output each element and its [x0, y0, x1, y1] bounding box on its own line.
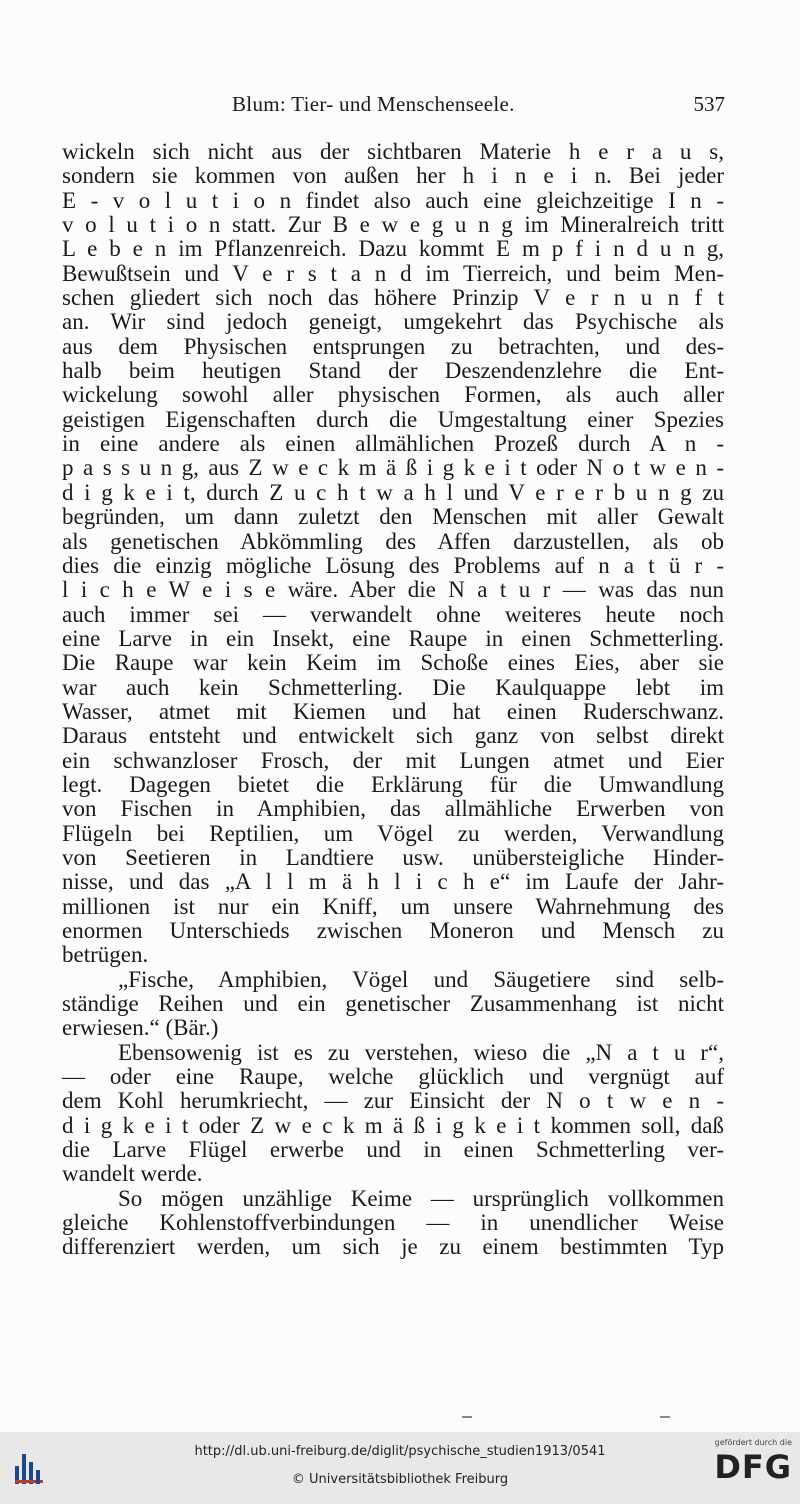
text-line: Bewußtsein und V e r s t a n d im Tierreich, und beim Men- [62, 260, 724, 286]
text-line: enormen Unterschieds zwischen Moneron und Mensch zu [62, 918, 724, 943]
text-line: So mögen unzählige Keime — ursprünglich vollkommen [118, 1185, 724, 1211]
body-text [62, 140, 724, 1260]
text-line: v o l u t i o n statt. Zur B e w e g u n g im Mineralreich tritt [62, 212, 724, 238]
text-line: wickeln sich nicht aus der sichtbaren Materie h e r a u s, [62, 139, 724, 164]
text-line: betrügen. [62, 942, 149, 968]
dfg-funded-label: gefördert durch die [714, 1438, 792, 1447]
text-line: Ebensowenig ist es zu verstehen, wieso die „N a t u r“, [118, 1039, 724, 1065]
text-line: l i c h e W e i s e wäre. Aber die N a t u r — was das nun [62, 577, 724, 603]
text-line: aus dem Physischen entsprungen zu betrachten, und des- [62, 333, 724, 359]
text-line: nisse, und das „A l l m ä h l i c h e“ im Laufe der Jahr- [62, 869, 724, 895]
scan-mark [462, 1416, 472, 1418]
dfg-logo[interactable] [708, 1438, 792, 1498]
document-url[interactable]: http://dl.ub.uni-freiburg.de/diglit/psychische_studien1913/0541 [194, 1444, 606, 1459]
text-line: differenziert werden, um sich je zu einem bestimmten Typ [62, 1234, 724, 1260]
text-line: war auch kein Schmetterling. Die Kaulquappe lebt im [62, 674, 724, 700]
copyright-notice: © Universitätsbibliothek Freiburg [291, 1472, 509, 1487]
text-line: Die Raupe war kein Keim im Schoße eines Eies, aber sie [62, 650, 724, 676]
text-line: d i g k e i t, durch Z u c h t w a h l und V e r e r b u n g zu [62, 479, 724, 505]
text-line: an. Wir sind jedoch geneigt, umgekehrt das Psychische als [62, 309, 724, 335]
text-line: von Fischen in Amphibien, das allmähliche Erwerben von [62, 796, 724, 822]
text-line: Daraus entsteht und entwickelt sich ganz von selbst direkt [62, 723, 724, 749]
text-line: Wasser, atmet mit Kiemen und hat einen Ruderschwanz. [62, 698, 724, 724]
text-line: geistigen Eigenschaften durch die Umgestaltung einer Spezies [62, 406, 724, 432]
text-line: d i g k e i t oder Z w e c k m ä ß i g k e i t kommen soll, daß [62, 1112, 724, 1138]
text-line: E - v o l u t i o n findet also auch eine gleichzeitige I n - [62, 187, 724, 213]
text-line: begründen, um dann zuletzt den Menschen mit aller Gewalt [62, 504, 724, 530]
text-line: — oder eine Raupe, welche glücklich und vergnügt auf [62, 1064, 724, 1090]
dfg-wordmark: DFG [714, 1448, 792, 1486]
text-line: auch immer sei — verwandelt ohne weiteres heute noch [62, 601, 724, 627]
running-header [60, 92, 725, 122]
text-line: „Fische, Amphibien, Vögel und Säugetiere sind selb- [118, 966, 724, 992]
text-line: erwiesen.“ (Bär.) [62, 1015, 219, 1041]
text-line: dies die einzig mögliche Lösung des Problems auf n a t ü r - [62, 552, 724, 578]
text-line: als genetischen Abkömmling des Affen darzustellen, als ob [62, 528, 724, 554]
text-line: die Larve Flügel erwerbe und in einen Schmetterling ver- [62, 1137, 724, 1163]
text-line: eine Larve in ein Insekt, eine Raupe in einen Schmetterling. [62, 625, 724, 651]
text-line: ständige Reihen und ein genetischer Zusammenhang ist nicht [62, 991, 724, 1017]
text-line: von Seetieren in Landtiere usw. unübersteigliche Hinder- [62, 844, 724, 870]
text-line: Flügeln bei Reptilien, um Vögel zu werden, Verwandlung [62, 820, 724, 846]
scan-mark [660, 1416, 670, 1418]
text-line: halb beim heutigen Stand der Deszendenzlehre die Ent- [62, 358, 724, 384]
text-line: millionen ist nur ein Kniff, um unsere Wahrnehmung des [62, 893, 724, 919]
page-number: 537 [693, 92, 725, 116]
text-line: ein schwanzloser Frosch, der mit Lungen atmet und Eier [62, 747, 724, 773]
viewer-footer [0, 1432, 800, 1504]
text-line: sondern sie kommen von außen her h i n e i n. Bei jeder [62, 163, 724, 189]
running-title: Blum: Tier- und Menschenseele. [232, 92, 515, 116]
text-line: p a s s u n g, aus Z w e c k m ä ß i g k e i t oder N o t w e n - [62, 455, 724, 481]
text-line: dem Kohl herumkriecht, — zur Einsicht der N o t w e n - [62, 1088, 724, 1114]
text-line: in eine andere als einen allmählichen Prozeß durch A n - [62, 431, 724, 457]
text-line: legt. Dagegen bietet die Erklärung für die Umwandlung [62, 771, 724, 797]
text-line: schen gliedert sich noch das höhere Prinzip V e r n u n f t [62, 285, 724, 311]
text-line: wandelt werde. [62, 1161, 203, 1187]
text-line: gleiche Kohlenstoffverbindungen — in unendlicher Weise [62, 1210, 724, 1236]
text-line: L e b e n im Pflanzenreich. Dazu kommt E m p f i n d u n g, [62, 236, 724, 262]
text-line: wickelung sowohl aller physischen Formen, als auch aller [62, 382, 724, 408]
